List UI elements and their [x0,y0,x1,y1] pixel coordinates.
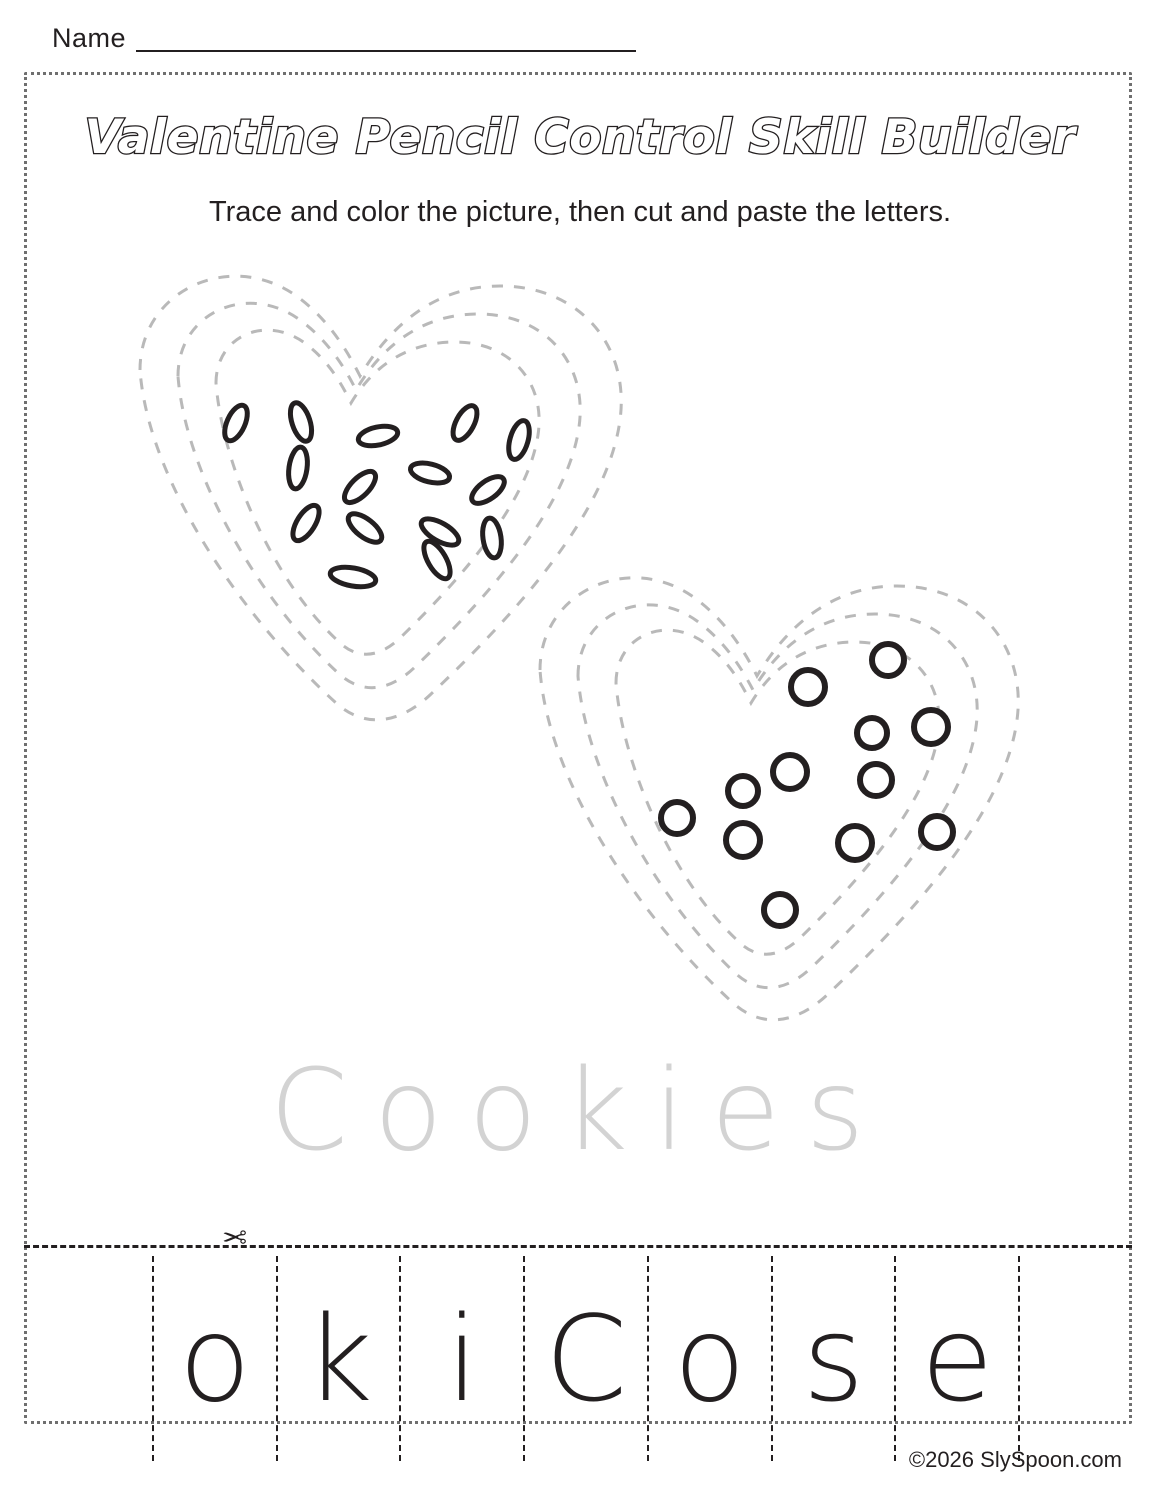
letter-cell[interactable]: e [896,1256,1020,1461]
name-row [52,24,636,52]
instructions-text: Trace and color the picture, then cut and paste the letters. [208,196,952,228]
heart-cookie-chips [540,578,1018,1020]
letter-cell[interactable]: o [649,1256,773,1461]
letter-cell[interactable]: k [278,1256,402,1461]
page-title: Valentine Pencil Control Skill Builder [84,110,1076,165]
letter-cutout-strip [152,1256,1020,1461]
copyright-footer: ©2026 SlySpoon.com [908,1447,1122,1472]
letter-cell[interactable]: i [401,1256,525,1461]
name-label: Name [52,23,127,53]
name-input-line[interactable] [136,24,636,52]
letter-cell[interactable]: s [773,1256,897,1461]
heart-cookie-sprinkles [140,276,621,720]
picture-area [60,240,1100,1030]
letter-cell[interactable]: C [525,1256,649,1461]
trace-word: Cookies [269,1046,891,1176]
scissors-icon: ✂ [222,1222,248,1255]
letter-cell[interactable]: o [152,1256,278,1461]
cut-line [24,1245,1132,1248]
